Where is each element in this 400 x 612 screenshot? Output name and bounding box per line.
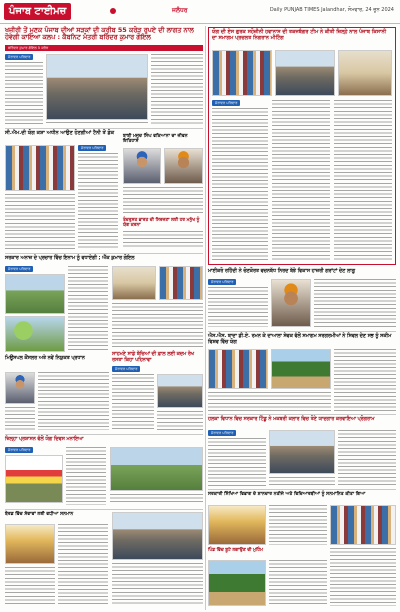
story-photo: [159, 266, 203, 300]
story-body: [112, 563, 203, 606]
story-headline: ਬਾਬੀ ਮਜੂਦ ਸਿੰਘ ਵਕਿਆਨਾ ਦਾ ਜੀਵਨ ਇਤਿਹਾਸ: [123, 134, 188, 145]
story-headline: ਐਸ.ਐਸ. ਬਾਦਾ ਡੀ.ਏ. ਰਮਨ ਕੇ ਦਾਆਲਾ ਸੇਵਕ ਵੱਲੋਂ ਸਮਾਗਮ ਸਰਗਰਮੀਆਂ ਨੇ ਸਿਵਲ ਦੇਣ ਸਭ ਨੂੰ ਸਕੀਮ ਵਿਸ਼ਵ ਵਿੱਚ ਯੋਗ: [208, 334, 392, 345]
story-body: [123, 231, 203, 249]
story-divider: [5, 128, 203, 129]
story-body: [157, 411, 203, 430]
story-body: [5, 194, 75, 249]
story-body: [38, 372, 109, 430]
story-photo: [5, 455, 63, 503]
story-body: [334, 349, 396, 411]
story-body: [112, 374, 154, 430]
story-photo: [5, 524, 55, 564]
story-body: [112, 303, 203, 349]
story-body: [68, 266, 108, 352]
lead-headline: ਖਜ਼ੀਰੀ ਤੋਂ ਮੁਣਕ ਪੰਜਾਬ ਦੀਆਂ ਸੜਕਾਂ ਦੀ ਕਰੀਬ 55 ਕਰੋੜ ਰੁਪਏ ਦੀ ਲਾਗਤ ਨਾਲ ਹੋਵੇਗੀ ਕਾਇਆ ਕਲਪ : ਕੈਬਨਿਟ ਮੰਤਰੀ ਬਰਿੰਦਰ ਕੁਮਾਰ ਗੋਇਲ: [5, 26, 194, 42]
story-body: [123, 187, 203, 215]
masthead: [0, 0, 400, 24]
story-headline: ਪਿੰਡ ਵਿੱਚ ਬੂਟੇ ਲਗਾਉਣ ਦੀ ਮੁਹਿੰਮ: [208, 548, 263, 553]
page-marker: [110, 8, 116, 14]
story-headline: ਤੰਦਰੁਸਤ ਭਾਰਤ ਦੀ ਸਿਰਜਣਾ ਲਈ ਹਰ ਮਨੁੱਖ ਨੂੰ ਯੋਗ ਕਰਨਾ: [123, 218, 200, 229]
story-body: [338, 430, 396, 486]
story-body: [330, 548, 396, 606]
story-headline: ਸਰਕਾਰੀ ਸਿੱਖਿਆ ਵਿਭਾਗ ਦੇ ਸ਼ਾਨਦਾਰ ਨਤੀਜੇ ਅਤੇ ਵਿਦਿਆਰਥੀਆਂ ਨੂੰ ਸਨਮਾਨਿਤ ਕੀਤਾ ਗਿਆ: [208, 492, 366, 497]
story-body: [269, 477, 335, 486]
story-headline: ਬੋਰਡ ਵਿੱਚ ਸੇਵਾਵਾਂ ਲਈ ਵਧੀਆ ਸਨਮਾਨ: [5, 512, 74, 517]
brand-logo: ਪੰਜਾਬ ਟਾਈਮਜ਼: [4, 3, 71, 20]
story-divider: [208, 331, 396, 332]
story-body: [314, 279, 396, 327]
story-photo: [275, 50, 335, 96]
story-photo: [208, 560, 266, 606]
portrait-photo: [271, 279, 311, 327]
story-photo: [271, 349, 331, 389]
portrait-photo: [164, 148, 203, 184]
bureau-tag: ਜੋਰਾਵਰ ਪਰਿਵਾਰ: [208, 430, 236, 436]
story-body: [269, 505, 327, 545]
bureau-tag: ਜੋਰਾਵਰ ਪਰਿਵਾਰ: [78, 145, 106, 151]
story-body: [110, 494, 203, 505]
story-photo: [212, 50, 272, 96]
story-divider: [5, 509, 203, 510]
story-body: [269, 560, 327, 606]
story-photo: [112, 266, 156, 300]
section-label: ਜਲੰਧਰ: [172, 7, 188, 14]
story-photo: [338, 50, 392, 96]
story-body: [5, 407, 35, 430]
story-headline: ਮਿਊਂਸਪਲ ਕੌਂਸਲਰ ਅਤੇ ਨਵੇਂ ਨਿਯੁਕਤ ਪ੍ਰਧਾਨ: [5, 356, 85, 361]
story-divider: [5, 434, 203, 435]
bureau-tag: ਜੋਰਾਵਰ ਪਰਿਵਾਰ: [208, 279, 236, 285]
story-body: [334, 100, 392, 262]
story-photo: [5, 274, 65, 314]
story-body: [208, 392, 331, 411]
story-photo: [5, 316, 65, 352]
story-headline: ਸਰਕਾਰ ਅਨਾਜ਼ ਦੇ ਪ੍ਰਚਾਰ ਵਿੱਚ ਇਨਾਮ ਨੂੰ ਵਧਾਏਗੀ ; ਐੱਕ ਕੁਮਾਰ ਗੋਇਲ: [5, 256, 135, 261]
story-photo: [208, 505, 266, 545]
story-headline: ਸੀ.ਐਮ.ਦੀ ਯੋਗ ਕਸ਼ਾ ਅਧੀਨ ਆਉਣ ਹੋਣਗੀਆਂ ਟੈਨੀ ਤੋਂ ਡੋਕ: [5, 130, 115, 136]
story-body: [5, 567, 55, 606]
story-photo: [157, 374, 203, 408]
feature-headline: ਯੋਗ ਦੀ ਏਸ ਗੁਰਕ ਸਹੋਜ਼ੀਨੀ ਹਵਾਨਾਸ ਦੀ ਤਕਜਬੰਗਰ ਟੀਮ ਨੇ ਕੀਤੀ ਜ਼ਿਲ੍ਹੇ ਨਾਲ ਪੰਜਾਬ ਕਿਸਾਨੀ ਦਾ ਸਮਾਗਮ ਪ੍ਰਚਲਤ ਨਿਗਰਾਨ ਮੀਟਿੰਗ: [212, 29, 387, 41]
strip-text: ਬਰਿੰਦਰ ਕੁਮਾਰ ਗੋਇਲ 5 ਕਰੋੜ: [8, 46, 49, 50]
story-headline: ਸਾਹਮਣੇ ਸਾਡੇ ਬੱਚਿਆਂ ਦੀ ਫ਼ਾਲ ਲਈ ਕਦਮ ਰੱਖ ਰਸਤਾ ਕਿਹਾ ਪਹਿਨਾਵਾ: [112, 352, 194, 363]
story-photo: [208, 349, 268, 389]
bureau-tag: ਜੋਰਾਵਰ ਪਰਿਵਾਰ: [5, 447, 33, 453]
portrait-photo: [5, 372, 35, 404]
story-photo: [330, 505, 396, 545]
edition-line: Daily PUNJAB TIMES Jalandhar, ਸੋਮਵਾਰ, 24 ਜੂਨ 2024: [269, 7, 394, 13]
story-divider: [208, 414, 396, 415]
story-headline: ਹਲਕਾ ਵਿਧਾਨ ਵਿਚ ਸਰਕਾਰ ਟਿੰਡੂ ਨੇ ਮਕਬਰੀ ਕਲਾਰ ਵਿਚ ਤੋਣੇ ਯਾਦਗਾਰ ਕਰਵਾਇਆ ਪ੍ਰੋਗਰਾਮ: [208, 417, 375, 422]
story-photo: [112, 512, 203, 560]
story-body: [151, 54, 203, 124]
bureau-tag: ਜੋਰਾਵਰ ਪਰਿਵਾਰ: [112, 366, 140, 372]
lead-photo: [46, 54, 148, 120]
story-divider: [208, 489, 396, 490]
story-body: [208, 287, 268, 327]
bureau-tag: ਜੋਰਾਵਰ ਪਰਿਵਾਰ: [212, 100, 240, 106]
photo-caption: [46, 122, 148, 124]
story-photo: [5, 145, 75, 191]
story-body: [208, 438, 266, 486]
story-body: [212, 108, 268, 262]
story-body: [272, 100, 330, 262]
story-headline: ਮਾਈਕਰੋ ਰਹਿੰਦੀ ਨੇ ਚੋਣਕੋਰਤ ਵਚਨਬੱਧ ਨਿਰਦ ਬੱਝੇ ਵਿਕਾਸ ਹਾਜ਼ਰੀ ਗਰਾਂਟਾਂ ਦੇਣ ਲਾਗੂ: [208, 269, 355, 274]
story-photo: [269, 430, 335, 474]
column-divider: [205, 26, 206, 610]
portrait-photo: [123, 148, 161, 184]
story-body: [58, 524, 108, 606]
story-headline: ਜ਼ਿਲ੍ਹਾ ਪ੍ਰਸ਼ਾਸਨ ਵੱਲੋਂ ਯੋਗ ਦਿਵਸ ਮਨਾਇਆ: [5, 437, 84, 442]
story-body: [78, 153, 118, 249]
story-divider: [5, 253, 203, 254]
bureau-tag: ਜੋਰਾਵਰ ਪਰਿਵਾਰ: [5, 266, 33, 272]
story-body: [5, 62, 43, 124]
story-body: [66, 447, 106, 505]
bureau-tag: ਜੋਰਾਵਰ ਪਰਿਵਾਰ: [5, 54, 33, 60]
story-photo: [110, 447, 203, 491]
